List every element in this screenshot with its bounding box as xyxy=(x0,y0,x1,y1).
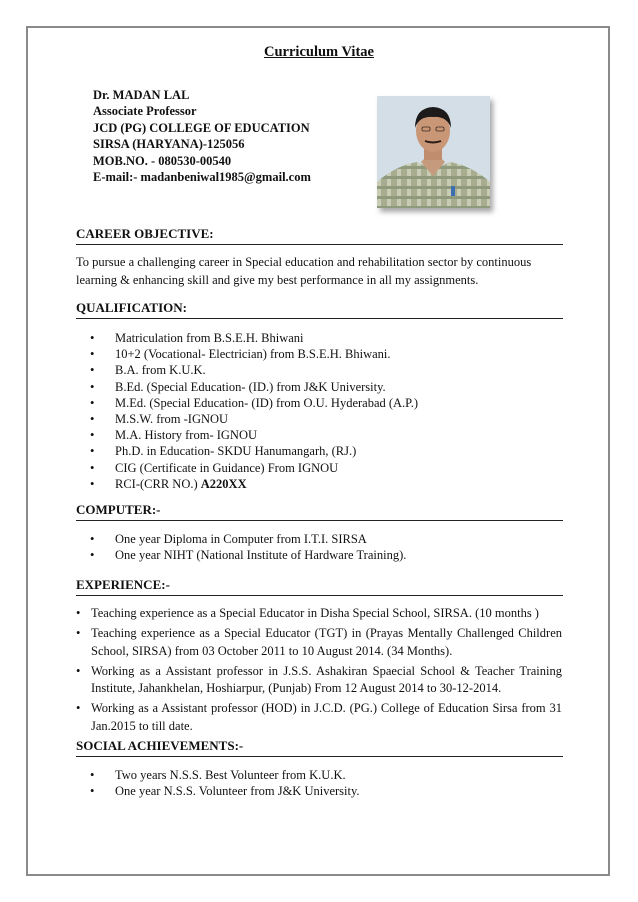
contact-address: SIRSA (HARYANA)-125056 xyxy=(93,137,245,152)
experience-item: • Teaching experience as a Special Educator (TGT) in (Prayas Mentally Challenged Children School, SIRSA) from 03 October 2011 to 10 August 2014. (34 Months). xyxy=(76,625,562,660)
contact-email: E-mail:- madanbeniwal1985@gmail.com xyxy=(93,170,311,185)
experience-item: • Working as a Assistant professor in J.S.S. Ashakiran Spaecial School & Teacher Training Institute, Jahankhelan, Hoshiarpur, (Punjab) From 12 August 2014 to 30-12-2014. xyxy=(76,663,562,698)
qualification-item-rci xyxy=(77,476,418,492)
career-objective-heading: CAREER OBJECTIVE: xyxy=(76,226,563,245)
contact-name: Dr. MADAN LAL xyxy=(93,88,190,102)
computer-item: • One year NIHT (National Institute of Hardware Training). xyxy=(77,547,406,563)
contact-position: Associate Professor xyxy=(93,104,197,119)
social-achievement-item: • Two years N.S.S. Best Volunteer from K.U.K. xyxy=(77,767,360,783)
qualification-item: • Ph.D. in Education- SKDU Hanumangarh, (RJ.) xyxy=(77,443,418,459)
rci-label: RCI-(CRR NO.) xyxy=(115,476,201,491)
qualification-item: • M.S.W. from -IGNOU xyxy=(77,411,418,427)
computer-item: • One year Diploma in Computer from I.T.I. SIRSA xyxy=(77,531,406,547)
rci-number: A220XX xyxy=(200,476,247,491)
qualification-item: • M.Ed. (Special Education- (ID) from O.U. Hyderabad (A.P.) xyxy=(77,395,418,411)
qualification-heading: QUALIFICATION: xyxy=(76,300,563,319)
qualification-list xyxy=(77,330,418,492)
qualification-item: • Matriculation from B.S.E.H. Bhiwani xyxy=(77,330,418,346)
social-achievements-list xyxy=(77,767,360,799)
qualification-item: • 10+2 (Vocational- Electrician) from B.S.E.H. Bhiwani. xyxy=(77,346,418,362)
document-title: Curriculum Vitae xyxy=(264,44,374,60)
experience-heading: EXPERIENCE:- xyxy=(76,577,563,596)
qualification-item: • CIG (Certificate in Guidance) From IGNOU xyxy=(77,460,418,476)
profile-photo xyxy=(377,96,490,208)
experience-list xyxy=(76,605,562,738)
social-achievement-item: • One year N.S.S. Volunteer from J&K University. xyxy=(77,783,360,799)
social-achievements-heading: SOCIAL ACHIEVEMENTS:- xyxy=(76,738,563,757)
contact-block xyxy=(93,87,311,185)
qualification-item: • B.Ed. (Special Education- (ID.) from J&K University. xyxy=(77,379,418,395)
computer-heading: COMPUTER:- xyxy=(76,502,563,521)
contact-college: JCD (PG) COLLEGE OF EDUCATION xyxy=(93,120,310,135)
qualification-item: • B.A. from K.U.K. xyxy=(77,362,418,378)
qualification-item: • M.A. History from- IGNOU xyxy=(77,427,418,443)
career-objective-text: To pursue a challenging career in Special education and rehabilitation sector by continuous learning & enhancing skill and give my best performance in all my assignments. xyxy=(76,255,532,287)
experience-item: • Teaching experience as a Special Educator in Disha Special School, SIRSA. (10 months ) xyxy=(76,605,562,622)
contact-mobile: MOB.NO. - 080530-00540 xyxy=(93,153,232,168)
computer-list xyxy=(77,531,406,563)
experience-item: • Working as a Assistant professor (HOD) in J.C.D. (PG.) College of Education Sirsa from 31 Jan.2015 to till date. xyxy=(76,700,562,735)
